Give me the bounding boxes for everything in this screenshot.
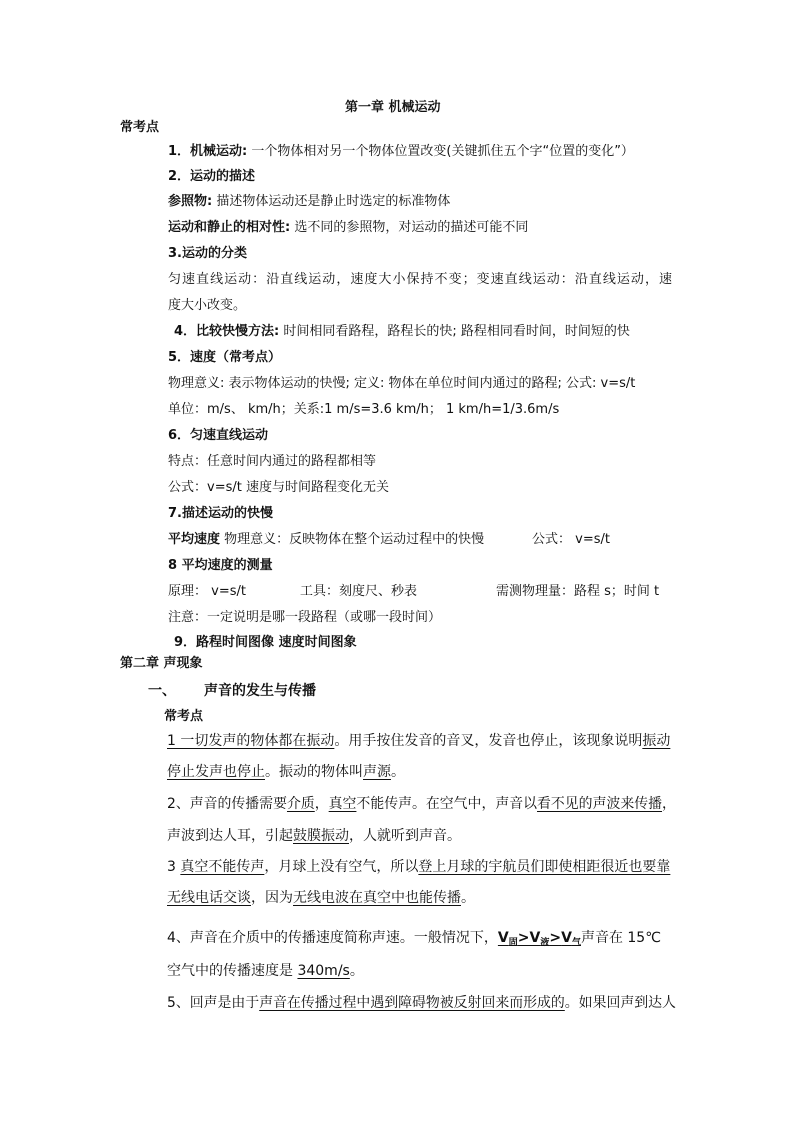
c1-p17-tools: 工具：刻度尺、秒表 — [300, 584, 418, 599]
c2-s2-line2 — [167, 826, 461, 846]
c2-s1-underline-3: 停止发声也停止 — [167, 764, 265, 780]
c1-p4-text: 选不同的参照物，对运动的描述可能不同 — [290, 220, 529, 235]
c2-s2-text-2: ， — [314, 796, 329, 812]
c1-p16-heading: 8 平均速度的测量 — [168, 558, 273, 573]
c2-s1-underline-1: 1 一切发声的物体都在振动 — [167, 733, 335, 749]
c2-s4-text-3: 空气中的传播速度是 — [167, 963, 298, 979]
c2-s3-underline-4: 无线电波在真空中也能传播 — [293, 890, 461, 906]
c2-s4-gt-1: > — [517, 930, 530, 946]
c1-p13: 公式：v=s/t 速度与时间路程变化无关 — [168, 480, 389, 495]
c1-p2-heading: 2．运动的描述 — [168, 169, 256, 184]
c1-p3-label: 参照物: — [168, 194, 213, 209]
chapter-1-title: 第一章 机械运动 — [345, 100, 441, 115]
c2-s2-text-4: ， — [662, 796, 676, 812]
c2-s4-text-1: 4、声音在介质中的传播速度简称声速。一般情况下， — [167, 930, 498, 946]
c1-p3 — [168, 193, 450, 211]
c2-s2-line1 — [167, 794, 676, 814]
c2-s3-underline-1: 真空不能传声 — [180, 859, 265, 875]
c2-s4-v-solid: V — [497, 930, 509, 946]
kaodian-label-2: 常考点 — [164, 709, 204, 724]
c2-s4-line2 — [167, 961, 364, 981]
c2-s3-text-4: 。 — [461, 890, 475, 906]
c1-p19-heading: 9．路程时间图像 速度时间图象 — [174, 635, 357, 650]
c1-p18: 注意：一定说明是哪一段路程（或哪一段时间） — [168, 610, 442, 625]
c1-p5-heading: 3.运动的分类 — [168, 246, 247, 261]
c2-s2-underline-2: 真空 — [328, 796, 357, 812]
c2-s4-v-gas: V — [561, 930, 572, 946]
c1-p6-line1: 匀速直线运动：沿直线运动，速度大小保持不变；变速直线运动：沿直线运动，速 — [168, 272, 672, 287]
c2-s3-line1 — [167, 857, 670, 877]
c1-p12: 特点：任意时间内通过的路程都相等 — [168, 454, 377, 469]
c2-s5-text-2: 。如果回声到达人 — [564, 995, 676, 1011]
c2-s4-v-liquid: V — [529, 930, 541, 946]
c1-p1-text: 一个物体相对另一个物体位置改变(关键抓住五个字“位置的变化”） — [247, 144, 634, 159]
c2-s2-text-3: 不能传声。在空气中，声音以 — [356, 796, 538, 812]
c1-p17-quantities: 需测物理量：路程 s；时间 t — [496, 584, 660, 599]
c1-p15-label: 平均速度 — [168, 532, 221, 547]
c2-s1-text-2: 。振动的物体叫 — [265, 764, 363, 780]
c1-p7-label: 4．比较快慢方法: — [174, 324, 280, 339]
c2-s2-text-5: 声波到达人耳，引起 — [167, 828, 293, 844]
c2-s4-sub-gas: 气 — [571, 938, 581, 948]
c2-s2-text-1: 2、声音的传播需要 — [167, 796, 287, 812]
c2-s3-underline-2: 登上月球的宇航员们即使相距很近也要靠 — [418, 859, 671, 875]
c2-s3-text-1: 3 — [167, 859, 181, 875]
c1-p7-text: 时间相同看路程，路程长的快; 路程相同看时间，时间短的快 — [279, 324, 630, 339]
c2-s1-text-1: 。用手按住发音的音叉，发音也停止，该现象说明 — [334, 733, 643, 749]
c2-s3-text-2: ，月球上没有空气，所以 — [264, 859, 419, 875]
c2-s1-underline-4: 声源 — [363, 764, 391, 780]
c2-s4-gt-2: > — [549, 930, 562, 946]
c1-p15-text: 物理意义：反映物体在整个运动过程中的快慢 — [220, 532, 485, 547]
c2-s3-text-3: ，因为 — [251, 890, 293, 906]
c2-s4-underline-1: 340m/s — [297, 963, 350, 979]
c1-p14-heading: 7.描述运动的快慢 — [168, 506, 273, 521]
c2-s4-sub-liquid: 液 — [540, 938, 550, 948]
c2-s1-line2 — [167, 762, 405, 782]
c1-p9: 物理意义: 表示物体运动的快慢; 定义: 物体在单位时间内通过的路程; 公式: v=s/t — [168, 376, 636, 391]
c2-s4-line1 — [167, 928, 661, 948]
section-title: 声音的发生与传播 — [204, 683, 316, 699]
c2-s1-underline-2: 振动 — [642, 733, 671, 749]
c1-p17-principle: 原理： v=s/t — [168, 584, 246, 599]
c2-s3-underline-3: 无线电话交谈 — [167, 890, 251, 906]
c2-s2-underline-1: 介质 — [286, 796, 315, 812]
c1-p1 — [168, 143, 634, 161]
c2-s2-underline-4: 鼓膜振动 — [293, 828, 349, 844]
c2-s5-line1 — [167, 993, 676, 1013]
c2-s1-text-3: 。 — [391, 764, 405, 780]
c1-p15-formula: 公式： v=s/t — [532, 532, 610, 547]
c2-s4-text-2: 声音在 15℃ — [580, 930, 661, 946]
c1-p15 — [168, 531, 484, 549]
c1-p4 — [168, 219, 528, 237]
c2-s4-text-4: 。 — [349, 963, 364, 979]
chapter-2-title: 第二章 声现象 — [120, 656, 203, 671]
section-number: 一、 — [148, 683, 176, 699]
c1-p3-text: 描述物体运动还是静止时选定的标准物体 — [212, 194, 451, 209]
c1-p11-heading: 6．匀速直线运动 — [168, 428, 269, 443]
c2-s5-text-1: 5、回声是由于 — [167, 995, 260, 1011]
kaodian-label: 常考点 — [120, 120, 160, 135]
c2-s1-line1 — [167, 731, 670, 751]
c2-s4-sub-solid: 固 — [508, 938, 518, 948]
c1-p4-label: 运动和静止的相对性: — [168, 220, 291, 235]
c2-s3-line2 — [167, 888, 475, 908]
c2-s2-text-6: ，人就听到声音。 — [349, 828, 461, 844]
c1-p6-line2: 度大小改变。 — [168, 298, 247, 313]
c1-p1-label: 1．机械运动: — [168, 144, 248, 159]
c1-p7 — [174, 323, 630, 341]
c2-s2-underline-3: 看不见的声波来传播 — [537, 796, 663, 812]
c2-s4-speed-compare — [498, 930, 581, 946]
c1-p8-heading: 5．速度（常考点） — [168, 350, 282, 365]
c1-p10: 单位：m/s、 km/h；关系:1 m/s=3.6 km/h； 1 km/h=1/3.6m/s — [168, 402, 560, 417]
c2-s5-underline-1: 声音在传播过程中遇到障碍物被反射回来而形成的 — [259, 995, 565, 1011]
